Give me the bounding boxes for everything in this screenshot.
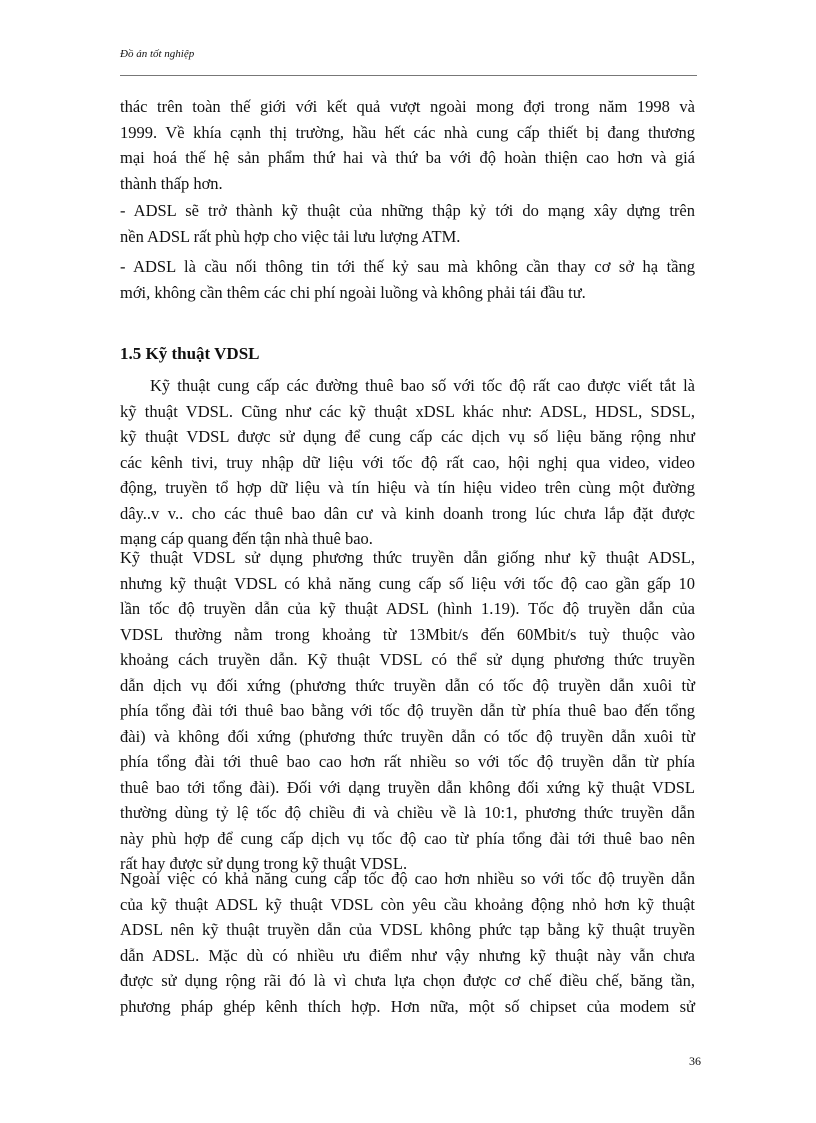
text-line: động, truyền tổ hợp dữ liệu và tín hiệu và tín hiệu video trên cùng một đường: [120, 478, 695, 497]
text-line: rất hay được sử dụng trong kỹ thuật VDSL.: [120, 854, 408, 873]
text-line: này phù hợp để cung cấp dịch vụ tốc độ cao từ phía tổng đài tới thuê bao nên: [120, 828, 695, 848]
text-line: nền ADSL rất phù hợp cho việc tải lưu lượng ATM.: [120, 226, 461, 246]
text-line: đài) và không đối xứng (phương thức truyền dẫn có tốc độ truyền dẫn xuôi từ: [120, 726, 695, 746]
header-rule: [120, 75, 697, 76]
bullet-item-1: [120, 198, 695, 249]
text-line: khoảng cách truyền dẫn. Kỹ thuật VDSL có thể sử dụng phương thức truyền: [120, 650, 695, 669]
text-line: của kỹ thuật ADSL kỹ thuật VDSL còn yêu cầu khoảng động nhỏ hơn kỹ thuật: [120, 894, 695, 914]
text-line: VDSL thường nằm trong khoảng từ 13Mbit/s đến 60Mbit/s tuỳ thuộc vào: [120, 624, 695, 644]
text-line: kỹ thuật VDSL được sử dụng để cung cấp các dịch vụ số liệu băng rộng như: [120, 427, 695, 446]
text-line: thuê bao tới tổng đài). Đối với dạng truyền dẫn không đối xứng kỹ thuật VDSL: [120, 777, 695, 797]
text-line: ADSL nên kỹ thuật truyền dẫn của VDSL không phức tạp bằng kỹ thuật truyền: [120, 920, 695, 939]
running-header: Đồ án tốt nghiệp: [120, 48, 195, 60]
paragraph-continuation: [120, 94, 695, 196]
text-line: phương pháp ghép kênh thích hợp. Hơn nữa, một số chipset của modem sử: [120, 996, 695, 1016]
page-number: 36: [689, 1054, 701, 1068]
text-line: mới, không cần thêm các chi phí ngoài luồng và không phải tái đầu tư.: [120, 282, 586, 302]
text-line: thường dùng tỷ lệ tốc độ chiều đi và chiều về là 10:1, phương thức truyền dẫn: [120, 803, 695, 822]
text-line: thác trên toàn thế giới với kết quả vượt ngoài mong đợi trong năm 1998 và: [120, 97, 695, 116]
text-line: được sử dụng rộng rãi đó là vì chưa lựa chọn được cơ chế điều chế, băng tần,: [120, 971, 695, 990]
text-line: nhưng kỹ thuật VDSL có khả năng cung cấp số liệu với tốc độ cao gần gấp 10: [120, 573, 695, 593]
text-line: phía tổng đài tới thuê bao cao hơn rất nhiều so với tốc độ truyền dẫn từ phía: [120, 752, 695, 771]
bullet-item-2: [120, 254, 695, 305]
text-line: - ADSL là cầu nối thông tin tới thế kỷ sau mà không cần thay cơ sở hạ tầng: [120, 257, 695, 276]
text-line: kỹ thuật VDSL. Cũng như các kỹ thuật xDSL khác như: ADSL, HDSL, SDSL,: [120, 401, 695, 421]
paragraph-vdsl-advantages: [120, 866, 695, 1019]
text-line: - ADSL sẽ trở thành kỹ thuật của những thập kỷ tới do mạng xây dựng trên: [120, 201, 695, 220]
text-line: thành thấp hơn.: [120, 173, 223, 193]
text-line: phía tổng đài tới thuê bao bằng với tốc độ truyền dẫn từ phía thuê bao đến tổng: [120, 701, 695, 720]
text-line: Kỹ thuật cung cấp các đường thuê bao số với tốc độ rất cao được viết tắt là: [150, 376, 695, 395]
text-line: mại hoá thế hệ sản phẩm thứ hai và thứ ba với độ hoàn thiện cao hơn và giá: [120, 148, 695, 167]
text-line: dây..v v.. cho các thuê bao dân cư và kinh doanh trong lúc chưa lắp đặt được: [120, 503, 695, 523]
section-heading: 1.5 Kỹ thuật VDSL: [120, 344, 260, 363]
paragraph-vdsl-transmission: [120, 545, 695, 877]
text-line: dẫn dịch vụ đối xứng (phương thức truyền dẫn có tốc độ truyền dẫn xuôi từ: [120, 675, 695, 695]
paragraph-vdsl-intro: [120, 373, 695, 552]
text-line: lần tốc độ truyền dẫn của kỹ thuật ADSL (hình 1.19). Tốc độ truyền dẫn của: [120, 599, 695, 618]
text-line: Kỹ thuật VDSL sử dụng phương thức truyền dẫn giống như kỹ thuật ADSL,: [120, 548, 695, 567]
text-line: Ngoài việc có khả năng cung cấp tốc độ cao hơn nhiều so với tốc độ truyền dẫn: [120, 869, 695, 888]
text-line: 1999. Về khía cạnh thị trường, hầu hết các nhà cung cấp thiết bị đang thương: [120, 122, 695, 142]
text-line: dẫn ADSL. Mặc dù có nhiều ưu điểm như vậy nhưng kỹ thuật này vẫn chưa: [120, 945, 695, 965]
text-line: các kênh tivi, truy nhập dữ liệu với tốc độ rất cao, hội nghị qua video, video: [120, 452, 695, 472]
text-line: mạng cáp quang đến tận nhà thuê bao.: [120, 529, 373, 548]
